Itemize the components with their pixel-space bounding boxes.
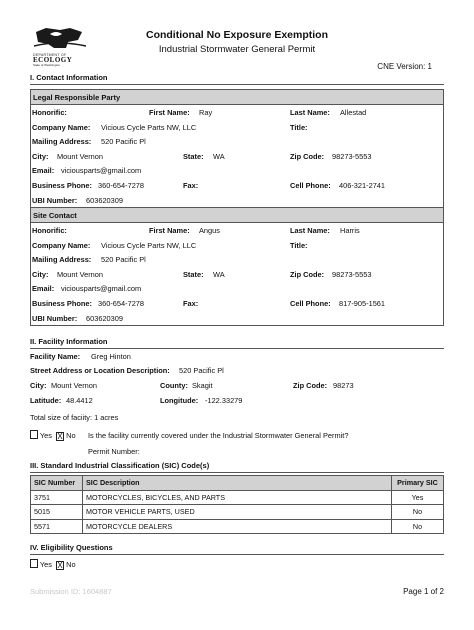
primary-sic: Yes <box>392 490 444 505</box>
agency-line1: DEPARTMENT OF <box>33 53 67 57</box>
mailing-label: Mailing Address: <box>32 137 92 147</box>
legal-party-box <box>30 89 444 208</box>
last-name-label: Last Name: <box>290 226 330 235</box>
ubi-value: 603620309 <box>86 195 123 205</box>
coverage-question-row <box>30 430 76 441</box>
business-phone-label: Business Phone: <box>32 298 92 308</box>
legal-row-ubi <box>31 193 443 208</box>
street-value: 520 Pacific Pl <box>179 366 224 375</box>
eligibility-no-label: No <box>66 560 76 569</box>
col-sic-number: SIC Number <box>31 476 83 491</box>
agency-name: ECOLOGY <box>33 56 73 64</box>
facility-name-label: Facility Name: <box>30 352 81 361</box>
zip-value: 98273-5553 <box>332 151 372 161</box>
legal-row-company <box>31 120 443 135</box>
site-row-mailing <box>31 252 443 267</box>
coverage-question-text: Is the facility currently covered under the Industrial Stormwater General Permit? <box>88 431 349 440</box>
last-name-label: Last Name: <box>290 108 330 117</box>
sic-description: MOTOR VEHICLE PARTS, USED <box>83 505 392 520</box>
legal-row-email <box>31 163 443 178</box>
site-contact-box <box>30 207 444 326</box>
facility-name-value: Greg Hinton <box>91 352 131 361</box>
cell-phone-label: Cell Phone: <box>290 298 331 308</box>
table-row <box>31 505 444 520</box>
title-label: Title: <box>290 240 308 250</box>
sic-description: MOTORCYCLES, BICYCLES, AND PARTS <box>83 490 392 505</box>
table-row <box>31 490 444 505</box>
eligibility-yes-checkbox[interactable] <box>30 559 38 568</box>
honorific-label: Honorific: <box>32 226 67 235</box>
title-label: Title: <box>290 122 308 132</box>
eligibility-no-checkbox[interactable]: X <box>57 561 63 570</box>
site-row-city <box>31 267 443 282</box>
facility-size-text: Total size of faciity: 1 acres <box>30 413 119 422</box>
coverage-no-checkbox[interactable]: X <box>57 432 63 441</box>
section-eligibility-heading: IV. Eligibility Questions <box>30 543 444 555</box>
page-title: Conditional No Exposure Exemption <box>145 29 328 41</box>
county-label: County: <box>160 381 188 390</box>
sic-number: 5015 <box>31 505 83 520</box>
city-label: City: <box>32 151 49 161</box>
honorific-label: Honorific: <box>32 108 67 117</box>
business-phone-value: 360-654-7278 <box>98 298 145 308</box>
company-value: Vicious Cycle Parts NW, LLC <box>101 122 197 132</box>
company-label: Company Name: <box>32 122 91 132</box>
facility-zip-value: 98273 <box>333 381 354 390</box>
state-value: WA <box>213 151 225 161</box>
fax-label: Fax: <box>183 180 199 190</box>
email-label: Email: <box>32 284 55 294</box>
zip-value: 98273-5553 <box>332 269 372 279</box>
first-name-label: First Name: <box>149 226 190 235</box>
col-primary-sic: Primary SIC <box>392 476 444 491</box>
city-label: City: <box>32 269 49 279</box>
facility-city-label: City: <box>30 381 47 390</box>
site-row-phone <box>31 296 443 311</box>
last-name-value: Harris <box>340 226 360 235</box>
zip-label: Zip Code: <box>290 151 325 161</box>
table-row <box>31 519 444 534</box>
col-sic-description: SIC Description <box>83 476 392 491</box>
site-row-ubi <box>31 311 443 326</box>
state-label: State: <box>183 151 204 161</box>
city-value: Mount Vernon <box>57 269 104 279</box>
ubi-value: 603620309 <box>86 313 123 323</box>
company-label: Company Name: <box>32 240 91 250</box>
cell-phone-value: 406-321-2741 <box>339 180 386 190</box>
legal-party-heading: Legal Responsible Party <box>31 90 443 105</box>
longitude-value: -122.33279 <box>205 396 243 405</box>
county-value: Skagit <box>192 381 213 390</box>
city-value: Mount Vernon <box>57 151 104 161</box>
mailing-label: Mailing Address: <box>32 255 92 265</box>
legal-row-mailing <box>31 134 443 149</box>
site-row-company <box>31 238 443 253</box>
page-subtitle: Industrial Stormwater General Permit <box>158 44 316 55</box>
page-number: Page 1 of 2 <box>403 587 444 596</box>
sic-number: 3751 <box>31 490 83 505</box>
eligibility-row <box>30 559 76 570</box>
permit-number-label: Permit Number: <box>88 447 140 456</box>
email-value: viciousparts@gmail.com <box>61 166 142 176</box>
company-value: Vicious Cycle Parts NW, LLC <box>101 240 197 250</box>
section-facility-heading: II. Facility Information <box>30 337 444 349</box>
longitude-label: Longitude: <box>160 396 199 405</box>
cne-version: CNE Version: 1 <box>377 62 432 71</box>
state-label: State: <box>183 269 204 279</box>
coverage-no-label: No <box>66 431 76 440</box>
latitude-label: Latitude: <box>30 396 62 405</box>
first-name-label: First Name: <box>149 108 190 117</box>
site-contact-heading: Site Contact <box>31 208 443 223</box>
zip-label: Zip Code: <box>290 269 325 279</box>
section-contact-heading: I. Contact Information <box>30 73 444 85</box>
legal-row-phone <box>31 178 443 193</box>
coverage-yes-checkbox[interactable] <box>30 430 38 439</box>
section-sic-heading: III. Standard Industrial Classification (SIC) Code(s) <box>30 461 444 473</box>
legal-row-city <box>31 149 443 164</box>
sic-table <box>30 475 444 534</box>
facility-city-value: Mount Vernon <box>51 381 98 390</box>
business-phone-label: Business Phone: <box>32 180 92 190</box>
ubi-label: UBI Number: <box>32 195 78 205</box>
primary-sic: No <box>392 505 444 520</box>
sic-header-row <box>31 476 444 491</box>
primary-sic: No <box>392 519 444 534</box>
facility-name-row <box>30 352 80 361</box>
latitude-value: 48.4412 <box>66 396 93 405</box>
email-value: viciousparts@gmail.com <box>61 284 142 294</box>
agency-line3: State of Washington <box>33 63 60 67</box>
street-label: Street Address or Location Description: <box>30 366 170 375</box>
submission-id: Submission ID: 1604887 <box>30 587 112 596</box>
cell-phone-value: 817-905-1561 <box>339 298 386 308</box>
mailing-value: 520 Pacific Pl <box>101 255 146 265</box>
coverage-yes-label: Yes <box>39 431 52 440</box>
facility-zip-label: Zip Code: <box>293 381 328 390</box>
mailing-value: 520 Pacific Pl <box>101 137 146 147</box>
first-name-value: Ray <box>199 108 213 117</box>
site-row-name <box>31 223 443 238</box>
eligibility-yes-label: Yes <box>39 560 52 569</box>
ubi-label: UBI Number: <box>32 313 78 323</box>
sic-description: MOTORCYCLE DEALERS <box>83 519 392 534</box>
fax-label: Fax: <box>183 298 199 308</box>
first-name-value: Angus <box>199 226 220 235</box>
legal-row-name <box>31 105 443 120</box>
cell-phone-label: Cell Phone: <box>290 180 331 190</box>
email-label: Email: <box>32 166 55 176</box>
business-phone-value: 360-654-7278 <box>98 180 145 190</box>
sic-number: 5571 <box>31 519 83 534</box>
last-name-value: Allestad <box>340 108 367 117</box>
state-value: WA <box>213 269 225 279</box>
site-row-email <box>31 281 443 296</box>
